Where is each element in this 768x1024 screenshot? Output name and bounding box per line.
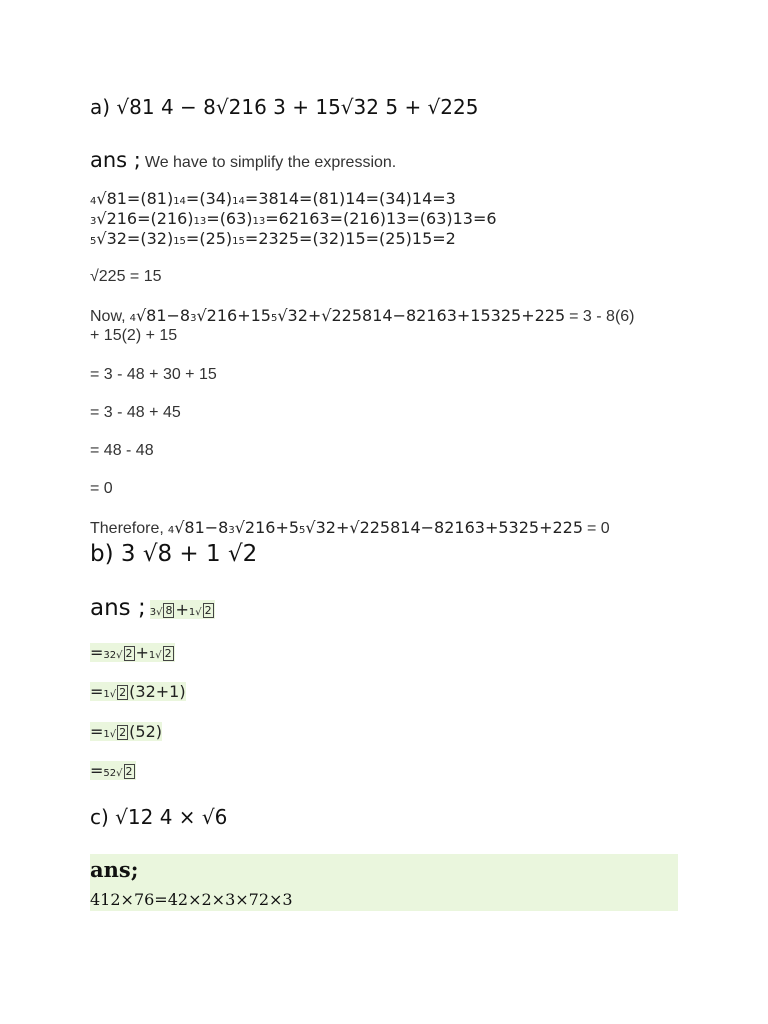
coefficient: 32 xyxy=(103,650,117,661)
therefore-expr: √81−8 xyxy=(174,518,229,537)
exponent: 15 xyxy=(173,236,186,247)
exponent: 15 xyxy=(232,236,245,247)
now-continuation: + 15(2) + 15 xyxy=(90,327,178,344)
step-tail: (52) xyxy=(129,722,162,741)
equals: = xyxy=(90,643,104,662)
operator: + xyxy=(135,643,149,662)
radical-sign: √ xyxy=(116,650,123,661)
root-line-3 xyxy=(90,229,456,248)
radical-sign: √ xyxy=(109,729,117,740)
equals: = xyxy=(90,682,104,701)
answer-c-label xyxy=(90,857,138,882)
step-1: = 3 - 48 + 30 + 15 xyxy=(90,366,217,383)
root-index: 4 xyxy=(90,196,97,207)
exponent: 14 xyxy=(173,196,186,207)
radicand-box: 2 xyxy=(119,726,127,739)
therefore-expr: √32+√225814−82163+5325+225 xyxy=(305,518,584,537)
root-tail: =3814=(81)14=(34)14=3 xyxy=(244,189,456,208)
ans-b-expression xyxy=(150,600,215,619)
radicand-box: 2 xyxy=(125,647,133,660)
root-index: 3 xyxy=(90,216,97,227)
root-index: 4 xyxy=(129,313,136,324)
radicand-box: 2 xyxy=(125,765,133,778)
now-expr: √81−8 xyxy=(135,306,191,325)
root-text: √81=(81) xyxy=(96,189,174,208)
root-tail: =2325=(32)15=(25)15=2 xyxy=(244,229,456,248)
root-text: √32=(32) xyxy=(96,229,174,248)
answer-a-intro xyxy=(90,148,396,172)
now-result: = 3 - 8(6) xyxy=(569,308,635,325)
root-index: 3 xyxy=(190,313,197,324)
root-mid: =(25) xyxy=(185,229,233,248)
ans-text: We have to simplify the expression. xyxy=(144,154,397,171)
question-b: b) 3 √8 + 1 √2 xyxy=(90,541,258,567)
therefore-prefix: Therefore, xyxy=(90,520,164,537)
root-line-1 xyxy=(90,189,456,208)
radicand-box: 8 xyxy=(165,604,173,617)
coefficient: 52 xyxy=(103,768,117,779)
exponent: 13 xyxy=(193,216,207,227)
radicand-box: 2 xyxy=(119,686,127,699)
now-expr: √216+15 xyxy=(196,306,271,325)
radical-sign: √ xyxy=(109,689,117,700)
root-index: 5 xyxy=(270,313,278,324)
root-index: 4 xyxy=(167,525,175,536)
ans-label: ans; xyxy=(90,857,139,882)
step-3: = 48 - 48 xyxy=(90,442,154,459)
answer-c-expression: 412×76=42×2×3×72×3 xyxy=(90,890,293,909)
sqrt225-line: √225 = 15 xyxy=(90,268,162,285)
therefore-result: = 0 xyxy=(587,520,610,537)
now-prefix: Now, xyxy=(90,308,126,325)
b-step-2 xyxy=(90,682,186,701)
ans-label: ans ; xyxy=(90,148,141,172)
step-2: = 3 - 48 + 45 xyxy=(90,404,181,421)
root-index: 5 xyxy=(299,525,306,536)
therefore-line xyxy=(90,518,610,538)
coefficient: 3 xyxy=(149,607,157,618)
coefficient: 1 xyxy=(148,650,156,661)
root-tail: =62163=(216)13=(63)13=6 xyxy=(265,209,497,228)
radical-sign: √ xyxy=(155,650,162,661)
radical-sign: √ xyxy=(195,607,202,618)
b-step-4 xyxy=(90,761,136,780)
ans-label: ans ; xyxy=(90,595,146,621)
b-step-3 xyxy=(90,722,162,741)
exponent: 14 xyxy=(232,196,245,207)
b-step-1 xyxy=(90,643,175,662)
root-line-2 xyxy=(90,209,497,228)
radical-sign: √ xyxy=(116,768,123,779)
therefore-expr: √216+5 xyxy=(234,518,300,537)
question-a: a) √81 4 − 8√216 3 + 15√32 5 + √225 xyxy=(90,95,479,119)
step-tail: (32+1) xyxy=(129,682,186,701)
radicand-box: 2 xyxy=(204,604,212,617)
coefficient: 1 xyxy=(103,689,110,700)
equals: = xyxy=(90,722,104,741)
exponent: 13 xyxy=(252,216,266,227)
answer-b-intro xyxy=(90,595,215,621)
radical-sign: √ xyxy=(156,607,163,618)
root-mid: =(63) xyxy=(206,209,253,228)
root-index: 5 xyxy=(90,236,97,247)
root-index: 3 xyxy=(228,525,235,536)
root-text: √216=(216) xyxy=(96,209,194,228)
now-line xyxy=(90,306,635,326)
radicand-box: 2 xyxy=(164,647,172,660)
step-4: = 0 xyxy=(90,480,113,497)
root-mid: =(34) xyxy=(185,189,233,208)
equals: = xyxy=(90,761,104,780)
coefficient: 1 xyxy=(188,607,196,618)
question-c: c) √12 4 × √6 xyxy=(90,805,228,829)
operator: + xyxy=(175,600,189,619)
coefficient: 1 xyxy=(103,729,110,740)
now-expr: √32+√225814−82163+15325+225 xyxy=(277,306,566,325)
